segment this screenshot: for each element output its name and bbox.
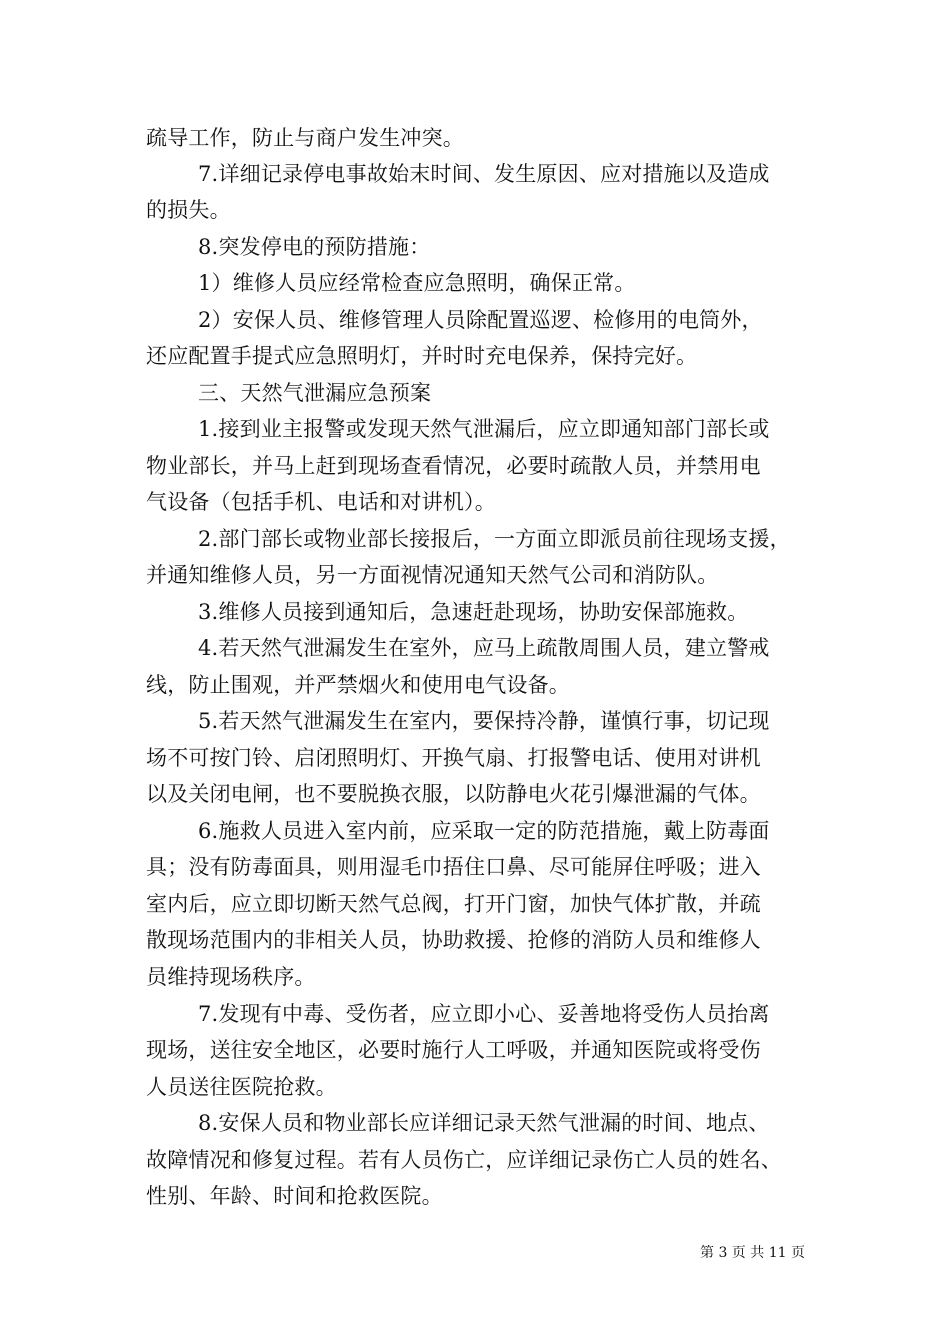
text-line: 4.若天然气泄漏发生在室外，应马上疏散周围人员，建立警戒 [198, 636, 770, 660]
text-line: 2.部门部长或物业部长接报后，一方面立即派员前往现场支援， [198, 527, 791, 551]
text-line: 7.发现有中毒、受伤者，应立即小心、妥善地将受伤人员抬离 [198, 1002, 770, 1026]
page-number: 第 3 页 共 11 页 [700, 1245, 805, 1261]
text-line: 散现场范围内的非相关人员，协助救援、抢修的消防人员和维修人 [146, 928, 761, 952]
text-line: 现场，送往安全地区，必要时施行人工呼吸，并通知医院或将受伤 [146, 1038, 761, 1062]
text-line: 以及关闭电闸，也不要脱换衣服，以防静电火花引爆泄漏的气体。 [146, 782, 761, 806]
text-line: 室内后，应立即切断天然气总阀，打开门窗，加快气体扩散，并疏 [146, 892, 761, 916]
text-line: 2）安保人员、维修管理人员除配置巡逻、检修用的电筒外， [198, 308, 763, 332]
text-line: 人员送往医院抢救。 [146, 1075, 337, 1099]
text-line: 疏导工作，防止与商户发生冲突。 [146, 126, 464, 150]
text-line: 1）维修人员应经常检查应急照明，确保正常。 [198, 271, 636, 295]
text-line: 8.突发停电的预防措施： [198, 235, 431, 259]
text-line: 1.接到业主报警或发现天然气泄漏后，应立即通知部门部长或 [198, 417, 770, 441]
text-line: 性别、年龄、时间和抢救医院。 [146, 1184, 443, 1208]
text-line: 的损失。 [146, 198, 231, 222]
text-line: 员维持现场秩序。 [146, 965, 316, 989]
text-line: 场不可按门铃、启闭照明灯、开换气扇、打报警电话、使用对讲机 [146, 746, 761, 770]
text-line: 5.若天然气泄漏发生在室内，要保持冷静，谨慎行事，切记现 [198, 709, 770, 733]
text-line: 线，防止围观，并严禁烟火和使用电气设备。 [146, 673, 570, 697]
text-line: 具；没有防毒面具，则用湿毛巾捂住口鼻、尽可能屏住呼吸；进入 [146, 855, 761, 879]
text-line: 并通知维修人员，另一方面视情况通知天然气公司和消防队。 [146, 563, 719, 587]
text-line: 6.施救人员进入室内前，应采取一定的防范措施，戴上防毒面 [198, 819, 770, 843]
text-line: 还应配置手提式应急照明灯，并时时充电保养，保持完好。 [146, 344, 698, 368]
section-heading: 三、天然气泄漏应急预案 [198, 381, 432, 405]
text-line: 8.安保人员和物业部长应详细记录天然气泄漏的时间、地点、 [198, 1111, 770, 1135]
text-line: 故障情况和修复过程。若有人员伤亡，应详细记录伤亡人员的姓名、 [146, 1148, 782, 1172]
text-line: 7.详细记录停电事故始末时间、发生原因、应对措施以及造成 [198, 162, 770, 186]
text-line: 气设备（包括手机、电话和对讲机）。 [146, 490, 496, 514]
text-line: 物业部长，并马上赶到现场查看情况，必要时疏散人员，并禁用电 [146, 454, 761, 478]
text-line: 3.维修人员接到通知后，急速赶赴现场，协助安保部施救。 [198, 600, 749, 624]
